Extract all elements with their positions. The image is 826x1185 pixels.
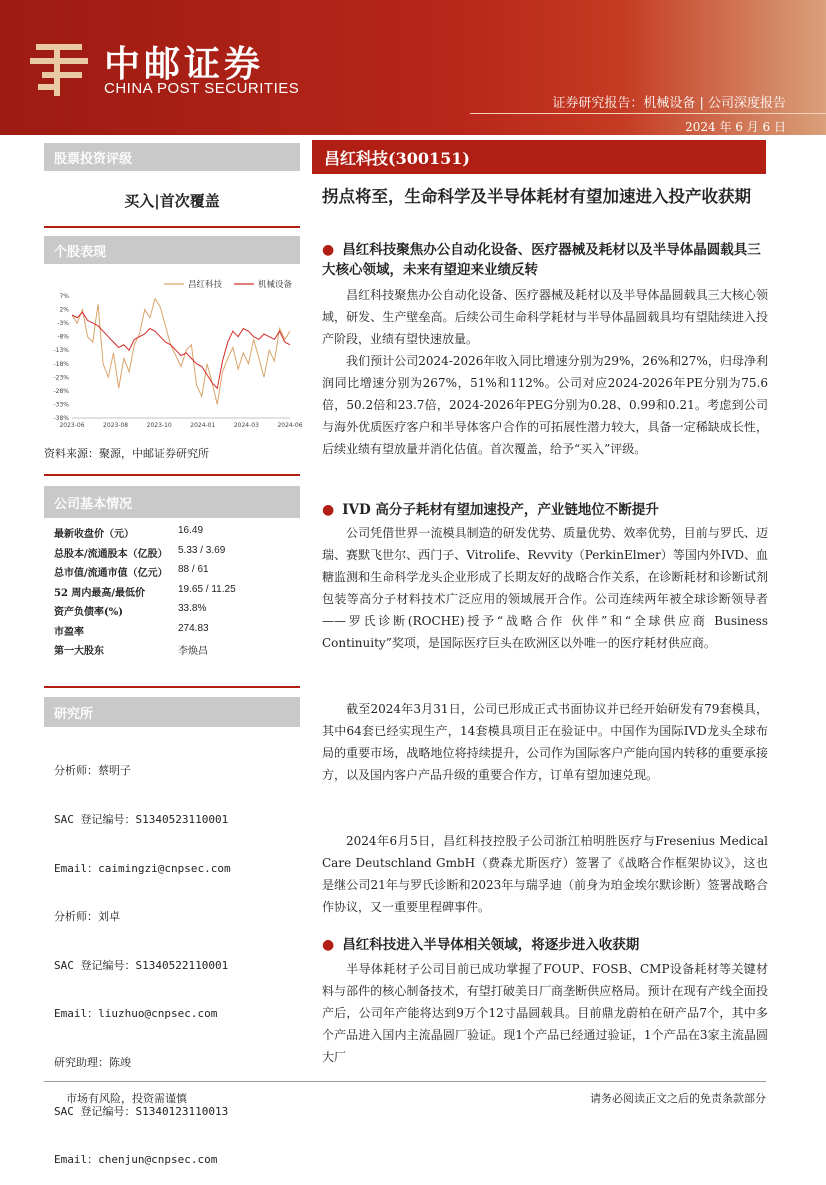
x-tick-label: 2024-01	[190, 422, 216, 429]
analyst-email[interactable]: Email：chenjun@cnpsec.com	[54, 1153, 218, 1167]
header-divider	[470, 113, 826, 114]
y-tick-label: -3%	[57, 320, 69, 328]
y-tick-label: -23%	[53, 374, 69, 382]
rating-section-header	[44, 143, 300, 171]
y-tick-label: -38%	[53, 415, 69, 422]
y-tick-label: -13%	[53, 347, 69, 355]
paragraph-text: 公司凭借世界一流模具制造的研发优势、质量优势、效率优势，目前与罗氏、迈瑞、赛默飞世尔、西门子、Vitrolife、Revvity（PerkinElmer）等国内外IVD、血糖监测和生命科学龙头企业形成了长期友好的战略合作关系，在诊断耗材和诊断试剂包装等高分子材料技术广泛应用的领域展开合作。公司连续两年被全球诊断领导者——罗氏诊断(ROCHE)授予“战略合作 伙伴”和“全球供应商 Business Continuity”奖项，是国际医疗巨头在欧洲区以外唯一的医疗耗材供应商。	[322, 526, 768, 650]
y-tick-label: -18%	[53, 360, 69, 368]
report-header	[0, 0, 826, 135]
info-row	[54, 582, 300, 602]
info-row	[54, 621, 300, 641]
analyst-line: SAC 登记编号：S1340123110013	[54, 1104, 229, 1118]
disclaimer-note: 请务必阅读正文之后的免责条款部分	[590, 1092, 766, 1105]
report-type: 证券研究报告：机械设备 | 公司深度报告	[552, 96, 786, 111]
info-value: 19.65 / 11.25	[178, 583, 236, 595]
basic-info-section-header	[44, 486, 300, 518]
bullet-icon: ●	[322, 242, 335, 258]
ticker-bar	[312, 140, 766, 174]
chart-source: 资料来源：聚源，中邮证券研究所	[44, 447, 209, 460]
paragraph-text: 半导体耗材子公司目前已成功掌握了FOUP、FOSB、CMP设备耗材等关键材料与部件的核心制备技术，有望打破美日厂商垄断供应格局。预计在现有产线全面投产后，公司年产能将达到9万个12寸晶圆载具。目前鼎龙蔚柏在研产品7个，其中多个产品进入国内主流晶圆厂验证。现1个产品已经通过验证，1个产品在3家主流晶圆大厂	[322, 962, 768, 1064]
report-title: 拐点将至，生命科学及半导体耗材有望加速进入投产收获期	[322, 187, 751, 206]
legend-label-1: 机械设备	[258, 280, 293, 290]
x-tick-label: 2024-06	[277, 422, 303, 429]
y-tick-label: 2%	[59, 306, 69, 314]
info-value: 李焕昌	[178, 646, 208, 657]
performance-section-label: 个股表现	[54, 245, 107, 260]
section-heading-text: 昌红科技进入半导体相关领域，将逐步进入收获期	[342, 937, 640, 953]
x-tick-label: 2024-03	[233, 422, 259, 429]
bullet-icon: ●	[322, 937, 335, 953]
paragraph	[322, 522, 768, 654]
basic-info-table	[54, 523, 300, 660]
performance-section-header	[44, 236, 300, 264]
section-heading	[322, 240, 770, 280]
info-row	[54, 562, 300, 582]
info-value: 88 / 61	[178, 564, 209, 575]
info-key: 最新收盘价（元）	[54, 529, 134, 540]
info-key: 市盈率	[54, 626, 84, 638]
paragraph-text: 2024年6月5日，昌红科技控股子公司浙江柏明胜医疗与Fresenius Medical Care Deutschland GmbH（费森尤斯医疗）签署了《战略合作框架协议》，这也是继公司21年与罗氏诊断和2023年与瑞孚迪（前身为珀金埃尔默诊断）签署战略合作协议，又一重要里程碑事件。	[322, 834, 768, 914]
paragraph	[322, 350, 768, 460]
info-row	[54, 601, 300, 621]
info-key: 总市值/流通市值（亿元）	[54, 568, 168, 579]
y-tick-label: -28%	[53, 387, 69, 395]
series-line-1	[72, 312, 290, 388]
info-key: 第一大股东	[54, 646, 104, 657]
paragraph	[322, 698, 768, 786]
report-date: 2024 年 6 月 6 日	[685, 120, 786, 134]
bullet-icon: ●	[322, 502, 335, 518]
analyst-line: 分析师：刘卓	[54, 910, 120, 924]
section-heading	[322, 500, 770, 520]
footer-divider	[44, 1081, 766, 1082]
info-row	[54, 543, 300, 563]
analyst-line: 分析师：蔡明子	[54, 764, 131, 778]
paragraph-text: 截至2024年3月31日，公司已形成正式书面协议并已经开始研发有79套模具，其中64套已经实现生产，14套模具项目正在验证中。中国作为国际IVD龙头全球布局的重要市场，战略地位将持续提升，公司作为国际客户产能向国内转移的重要承接方，以及国内客户产品升级的重要合作方，订单有望加速兑现。	[322, 702, 768, 782]
brand-name-cn: 中邮证券	[104, 44, 265, 85]
brand-name-en: CHINA POST SECURITIES	[104, 80, 300, 97]
analyst-line: SAC 登记编号：S1340523110001	[54, 813, 229, 827]
company-ticker: 昌红科技(300151)	[324, 149, 470, 168]
paragraph	[322, 284, 768, 350]
x-tick-label: 2023-06	[59, 422, 85, 429]
rating-section-label: 股票投资评级	[54, 152, 133, 167]
research-section-label: 研究所	[54, 707, 94, 722]
china-post-logo-icon	[28, 38, 90, 100]
info-row	[54, 523, 300, 543]
info-key: 52 周内最高/最低价	[54, 587, 146, 599]
paragraph	[322, 830, 768, 918]
y-tick-label: 7%	[59, 293, 69, 300]
section-heading-text: IVD 高分子耗材有望加速投产，产业链地位不断提升	[342, 502, 659, 518]
info-value: 274.83	[178, 622, 209, 634]
info-value: 33.8%	[178, 603, 207, 614]
analyst-list	[54, 731, 231, 1185]
analyst-line: SAC 登记编号：S1340522110001	[54, 958, 229, 972]
sidebar-divider	[44, 474, 300, 476]
info-key: 资产负债率(%)	[54, 607, 123, 618]
info-row	[54, 640, 300, 660]
x-tick-label: 2023-10	[146, 422, 172, 429]
paragraph	[322, 958, 768, 1068]
info-value: 16.49	[178, 525, 204, 536]
legend-label-0: 昌红科技	[188, 280, 223, 290]
x-tick-label: 2023-08	[103, 422, 129, 429]
stock-rating: 买入|首次覆盖	[124, 192, 220, 210]
section-heading-text: 昌红科技聚焦办公自动化设备、医疗器械及耗材以及半导体晶圆载具三大核心领域，未来有望迎来业绩反转	[322, 242, 761, 278]
series-line-0	[72, 299, 290, 405]
analyst-email[interactable]: Email：liuzhuo@cnpsec.com	[54, 1007, 218, 1021]
risk-warning: 市场有风险，投资需谨慎	[66, 1092, 187, 1105]
basic-info-section-label: 公司基本情况	[54, 497, 133, 512]
y-tick-label: -8%	[57, 333, 69, 341]
analyst-line: 研究助理：陈竣	[54, 1056, 131, 1070]
info-key: 总股本/流通股本（亿股）	[54, 548, 168, 560]
y-tick-label: -33%	[53, 401, 69, 409]
analyst-email[interactable]: Email：caimingzi@cnpsec.com	[54, 861, 231, 875]
paragraph-text: 我们预计公司2024-2026年收入同比增速分别为29%，26%和27%，归母净利润同比增速分别为267%，51%和112%。公司对应2024-2026年PE分别为75.6倍，50.2倍和23.7倍，2024-2026年PEG分别为0.28、0.99和0.21。考虑到公司与海外优质医疗客户和半导体客户合作的可拓展性潜力较大，具备一定稀缺成长性，后续业绩有望放量并消化估值。首次覆盖，给予“买入”评级。	[322, 354, 768, 456]
sidebar-divider	[44, 226, 300, 228]
info-value: 5.33 / 3.69	[178, 544, 226, 556]
research-section-header	[44, 697, 300, 727]
stock-performance-chart	[44, 272, 303, 432]
sidebar-divider	[44, 686, 300, 688]
paragraph-text: 昌红科技聚焦办公自动化设备、医疗器械及耗材以及半导体晶圆载具三大核心领域，研发、生产壁垒高。后续公司生命科学耗材与半导体晶圆载具均有望陆续进入投产阶段，业绩有望快速放量。	[322, 288, 768, 346]
section-heading	[322, 935, 770, 955]
